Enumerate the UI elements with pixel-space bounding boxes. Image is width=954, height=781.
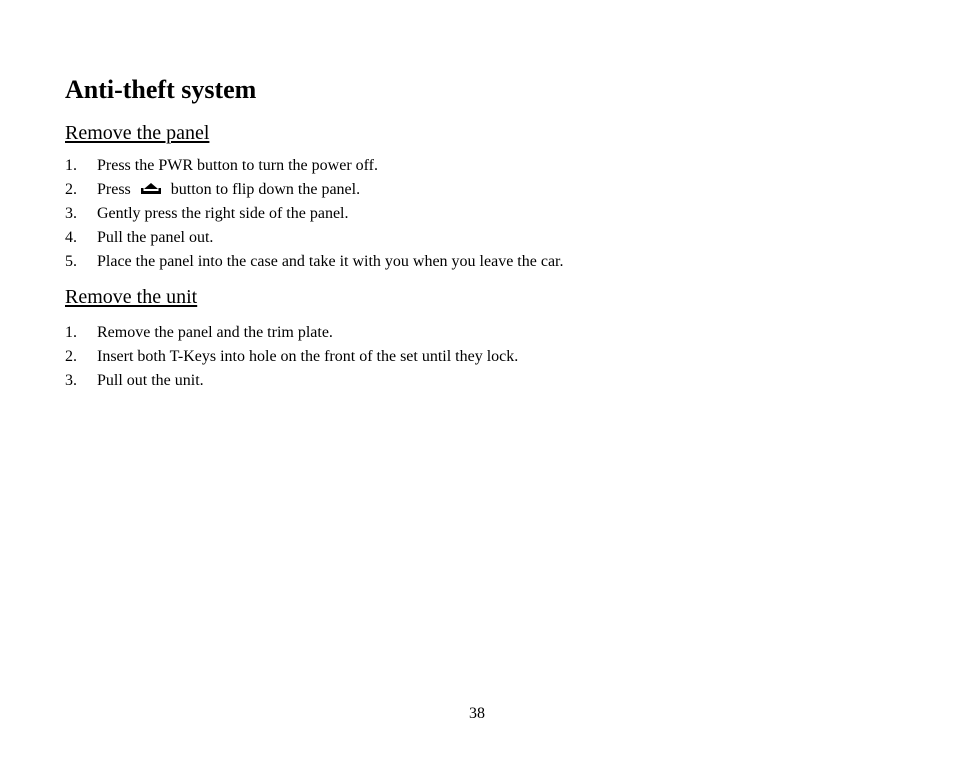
step-text: Press [97,181,131,198]
step-number: 2. [65,348,77,365]
page-title: Anti-theft system [65,75,257,104]
step-number: 1. [65,157,77,174]
step-number: 4. [65,229,77,246]
section-heading-remove-panel: Remove the panel [65,122,210,144]
list-item [65,369,518,393]
step-text: Press the PWR button to turn the power off. [97,157,379,174]
step-number: 1. [65,324,77,341]
step-text: Remove the panel and the trim plate. [97,324,333,341]
list-item [65,178,564,202]
list-item [65,154,564,178]
step-number: 3. [65,372,77,389]
step-number: 5. [65,253,77,270]
step-number: 2. [65,181,77,198]
section-heading-remove-unit: Remove the unit [65,286,198,308]
list-item [65,250,564,274]
remove-panel-steps [65,154,564,274]
step-text: Gently press the right side of the panel. [97,205,349,222]
step-text: button to flip down the panel. [170,181,361,198]
eject-icon [139,180,163,196]
step-text: Insert both T-Keys into hole on the front of the set until they lock. [97,348,519,365]
list-item [65,202,564,226]
step-text: Place the panel into the case and take it with you when you leave the car. [97,253,564,270]
list-item [65,345,518,369]
page-number: 38 [469,705,485,722]
step-text: Pull the panel out. [97,229,214,246]
list-item [65,321,518,345]
list-item [65,226,564,250]
step-text: Pull out the unit. [97,372,204,389]
step-number: 3. [65,205,77,222]
remove-unit-steps [65,321,518,393]
